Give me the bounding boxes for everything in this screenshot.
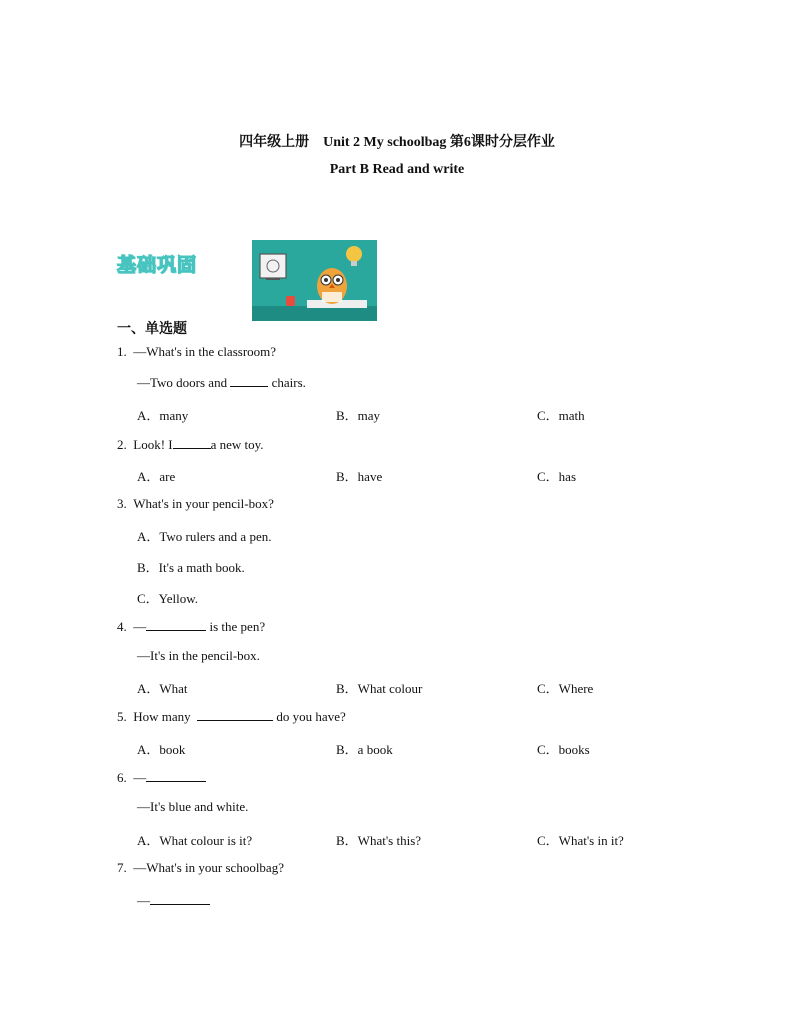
option-a[interactable]: A．What [137,681,188,696]
section-badge: 基础巩固 [117,254,198,276]
option-b[interactable]: B．What's this? [336,833,422,848]
question-5: 5. How many do you have? [117,709,346,724]
question-prompt: What's in your pencil-box? [133,496,274,511]
question-number: 4. [117,619,127,634]
answer-blank[interactable] [146,618,206,631]
question-number: 1. [117,344,127,359]
option-c[interactable]: C．What's in it? [537,833,624,848]
answer-blank[interactable] [197,708,273,721]
question-3 [117,496,274,512]
question-number: 3. [117,496,127,511]
option-b[interactable]: B．a book [336,742,393,757]
answer-blank[interactable] [150,892,210,905]
question-2: 2. Look! I a new toy. [117,437,264,452]
answer-blank[interactable] [146,769,206,782]
question-6-line2: —It's blue and white. [137,799,249,814]
option-c[interactable]: C．has [537,469,577,484]
question-1 [117,344,276,360]
option-a[interactable]: A．What colour is it? [137,833,253,848]
option-c[interactable]: C．Where [537,681,594,696]
teacher-owl-illustration [252,240,377,321]
option-b[interactable]: B．may [336,408,381,423]
option-a[interactable]: A．are [137,469,176,484]
option-c[interactable]: C．books [537,742,590,757]
option-a[interactable]: A．Two rulers and a pen. [137,529,272,544]
question-number: 7. [117,860,127,875]
question-prompt: —What's in the classroom? [133,344,277,359]
question-6: 6. — [117,769,206,786]
page-title: 四年级上册 Unit 2 My schoolbag 第6课时分层作业 [239,135,555,150]
option-b[interactable]: B．What colour [336,681,423,696]
option-a[interactable]: A．book [137,742,186,757]
question-7-line2: — [137,892,210,909]
question-number: 6. [117,770,127,785]
answer-blank[interactable] [173,436,211,449]
section-title: 一、单选题 [117,321,187,337]
question-4: 4. — is the pen? [117,619,266,634]
option-b[interactable]: B．have [336,469,383,484]
option-b[interactable]: B．It's a math book. [137,560,245,575]
answer-blank[interactable] [230,374,268,387]
question-4-line2: —It's in the pencil-box. [137,648,260,663]
page-subtitle: Part B Read and write [329,162,465,177]
option-a[interactable]: A．many [137,408,189,423]
option-c[interactable]: C．math [537,408,585,423]
question-number: 2. [117,437,127,452]
question-prompt: —What's in your schoolbag? [133,860,284,875]
question-7 [117,860,284,876]
question-number: 5. [117,709,127,724]
question-1-line2: —Two doors and chairs. [137,375,306,390]
option-c[interactable]: C．Yellow. [137,591,199,606]
